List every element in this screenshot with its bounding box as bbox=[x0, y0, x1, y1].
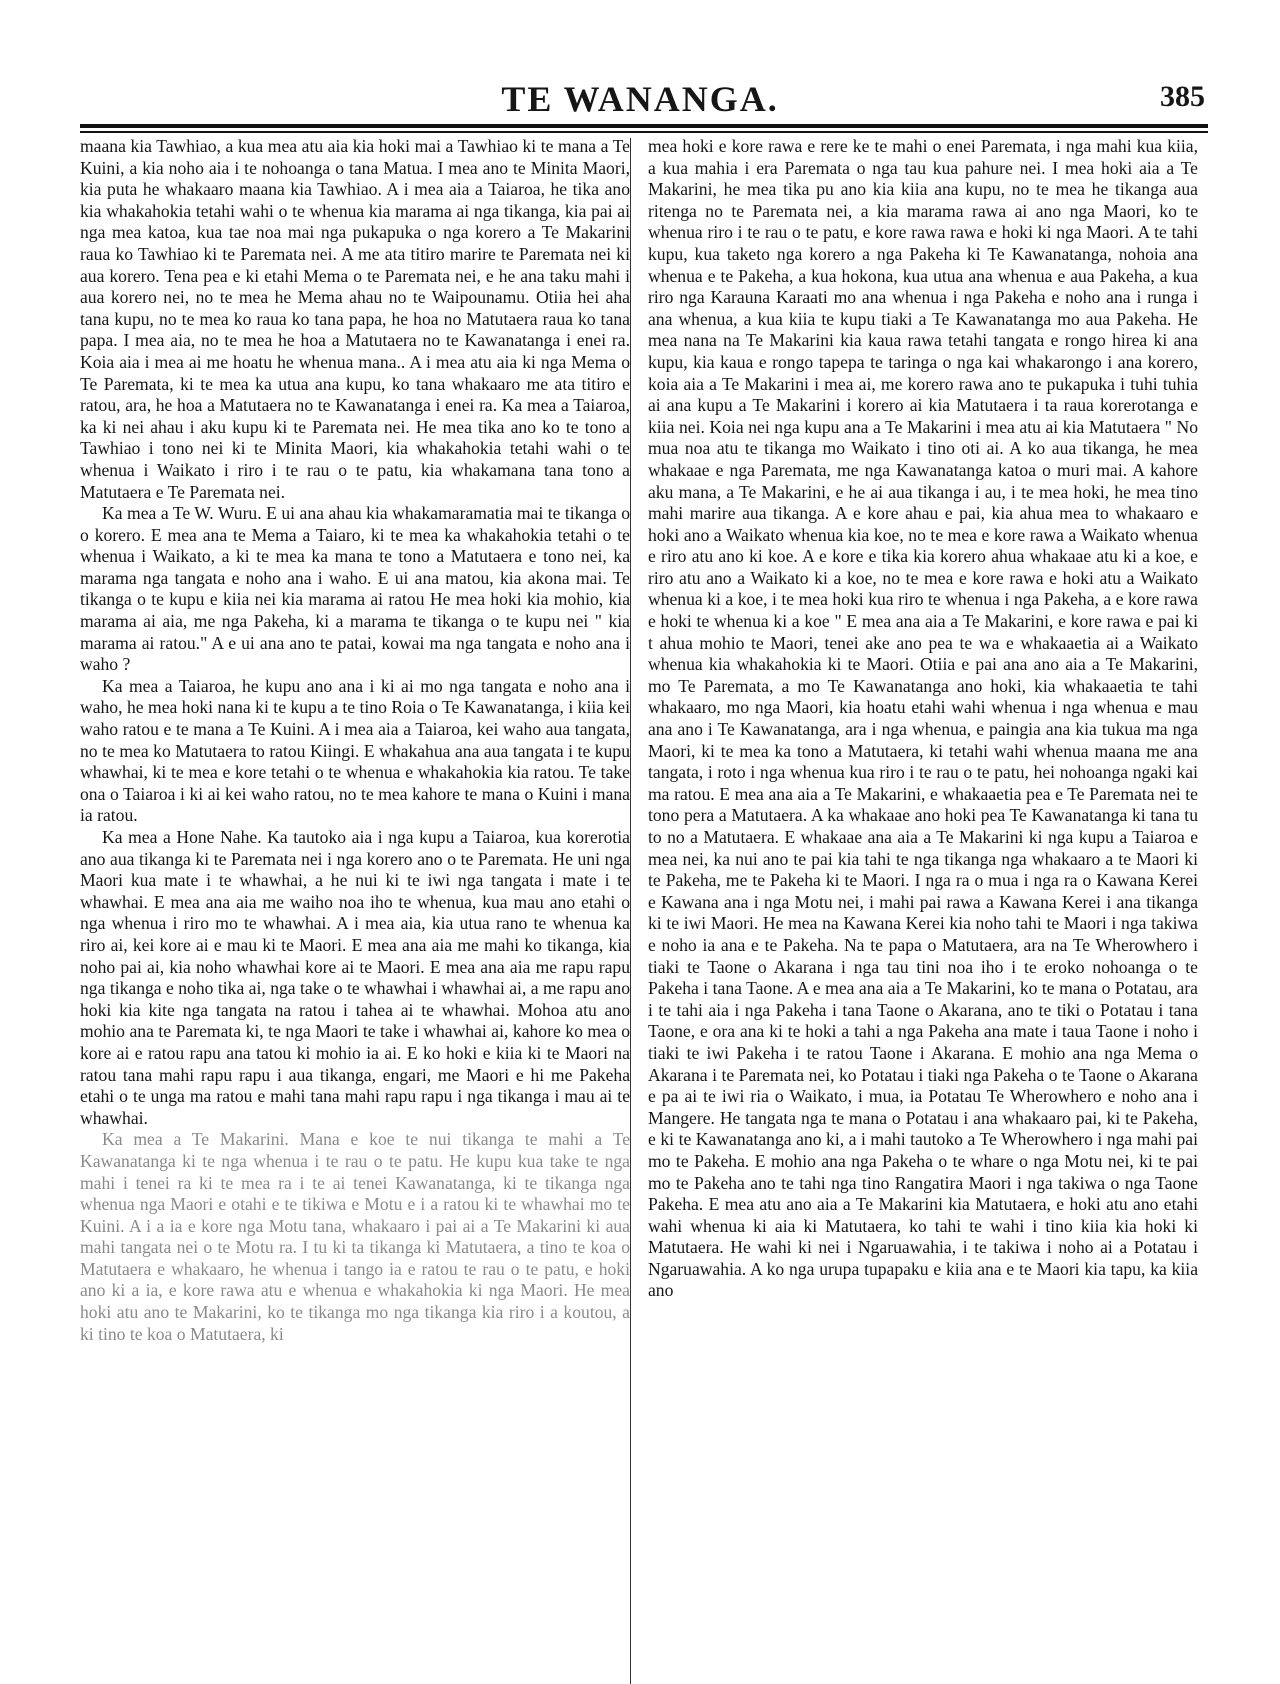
left-paragraph-2: Ka mea a Te W. Wuru. E ui ana ahau kia whakamaramatia mai te tikanga o o korero. E mea ana te Mema a Taiaro, ki te mea ka whakahokia tetahi o te whenua i Waikato, a ki te mea ka mana te tono a Matutaera e tono nei, ka marama nga tangata e noho ana i waho. E ui ana matou, kia akona mai. Te tikanga o te kupu e kiia nei kia marama ai ratou He mea hoki kia mohio, kia marama ai aia, me nga Pakeha, ki a marama te tikanga o te kupu nei " kia marama ai ratou." A e ui ana ano te patai, kowai ma nga tangata e noho ana i waho ? bbox=[80, 503, 630, 675]
right-column bbox=[648, 136, 1198, 1302]
header-rule-thin bbox=[80, 131, 1208, 133]
left-paragraph-5: Ka mea a Te Makarini. Mana e koe te nui tikanga te mahi a Te Kawanatanga ki te nga whenua i te rau o te patu. He kupu kua take te nga mahi i tenei ra ki te mea ra i te ai tenei Kawanatanga, ki te tikanga nga whenua nga Maori e otahi e te tikiwa e Motu e i a ratou ki te whawhai mo te Kuini. A i a ia e kore nga Motu tana, whakaaro i pai ai a Te Makarini ki aua mahi tangata nei o te Motu ra. I tu ki ta tikanga ki Matutaera, a tino te koa o Matutaera e whakaaro, he whenua i tango ia e ratou te rau o te patu, e hoki ano ki a ia, e kore rawa atu e whenua e whakahokia ki nga Maori. He mea hoki atu ano te Makarini, ko te tikanga mo nga tikanga kia riro i a koutou, a ki tino te koa o Matutaera, ki bbox=[80, 1129, 630, 1344]
header-rule-thick bbox=[80, 124, 1208, 128]
left-column bbox=[80, 136, 630, 1345]
left-paragraph-1: maana kia Tawhiao, a kua mea atu aia kia hoki mai a Tawhiao ki te mana a Te Kuini, a kia noho aia i te nohoanga o tana Matua. I mea ano te Minita Maori, kia puta he whakaaro maana kia Tawhiao. A i mea aia a Taiaroa, he tika ano kia whakahokia tetahi wahi o te whenua kia marama ai nga tikanga, kia pai ai nga mea katoa, kua tae noa mai nga pukapuka o nga korero a Te Makarini raua ko Tawhiao ki te Paremata nei. A me ata titiro marire te Paremata nei ki aua korero. Tena pea e ki etahi Mema o te Paremata nei, e he ana taku mahi i aua korero nei, no te mea he Mema ahau no te Waipounamu. Otiia hei aha tana kupu, no te mea ko raua ko tana papa, he hoa no Matutaera raua ko tana papa. I mea aia, no te mea he hoa a Matutaera no te Kawanatanga i enei ra. Koia aia i mea ai me hoatu he whenua mana.. A i mea atu aia ki nga Mema o Te Paremata, ki te mea ka utua ana kupu, ko tana whakaaro me ata titiro e ratou, ara, he hoa a Matutaera no te Kawanatanga i enei ra. Ka mea a Taiaroa, ka ki nei ahau i aku kupu ki te Paremata nei. He mea tika ano ko te tono a Tawhiao i tono nei ki te Minita Maori, kia whakahokia tetahi wahi o te whenua i Waikato i riro i te rau o te patu, kia whakamana tana tono a Matutaera e Te Paremata nei. bbox=[80, 136, 630, 502]
left-paragraph-3: Ka mea a Taiaroa, he kupu ano ana i ki ai mo nga tangata e noho ana i waho, he mea hoki nana ki te kupu a te tino Roia o Te Kawanatanga, i kiia kei waho ratou e te mana a Te Kuini. A i mea aia a Taiaroa, kei waho aua tangata, no te mea ko Matutaera to ratou Kiingi. E whakahua ana aua tangata i te kupu whawhai, ki te mea e kore tetahi o te whenua e whakahokia kia ratou. Te take ona o Taiaroa i ki ai kei waho ratou, no te mea kahore te mana o Kuini i mana ia ratou. bbox=[80, 675, 630, 826]
left-paragraph-4: Ka mea a Hone Nahe. Ka tautoko aia i nga kupu a Taiaroa, kua korerotia ano aua tikanga ki te Paremata nei i nga korero ano o te Paremata. He uni nga Maori kua mate i te whawhai, a he nui ki te iwi nga tangata i mate i te whawhai. E mea ana aia me waiho noa iho te whenua, kua mau ano etahi o nga whenua i riro mo te whawhai. A i mea aia, kia utua rano te whenua ka riro ai, kei kore ai e mau ki te Maori. E mea ana aia me mahi ko tikanga, kia noho pai ai, kia noho whawhai kore ai te Maori. E mea ana aia me rapu rapu nga tikanga e noho tika ai, nga take o te whawhai i whawhai ai, a me rapu ano hoki kia kite nga tangata na ratou i tahea ai te whawhai. Mohoa atu ano mohio ana te Paremata ki, te nga Maori te take i whawhai ai, kahore ko mea o kore ai e ratou rapu ana tatou ki mohio ia ai. E ko hoki e kiia ki te Maori na ratou tana mahi rapu rapu i aua tikanga, engari, me Maori e hi me Pakeha etahi o te unga ma ratou e mahi tana mahi rapu rapu i nga tikanga i mau ai te whawhai. bbox=[80, 827, 630, 1128]
running-title: TE WANANGA. bbox=[501, 79, 779, 119]
right-paragraph-1: mea hoki e kore rawa e rere ke te mahi o enei Paremata, i nga mahi kua kiia, a kua mahia i era Paremata o nga tau kua pahure nei. I mea hoki aia a Te Makarini, he mea tika pu ano kia kiia ana kupu, no te mea he tikanga aua ritenga no te Paremata nei, a kia marama rawa ai ano nga Maori, ko te whenua riro i te rau o te patu, e kore rawa rawa e hoki ki nga Maori. A te tahi kupu, kua taketo nga korero a nga Pakeha ki Te Kawanatanga, nohoia ana whenua e te Pakeha, a kua hokona, kua utua ana whenua e aua Pakeha, a kua riro nga Karauna Karaati mo ana whenua i nga Pakeha e noho ana i runga i ana whenua, a kua kiia te kupu tiaki a Te Kawanatanga mo aua Pakeha. He mea nana na Te Makarini kia kaua rawa tetahi tangata e rongo hirea ki ana kupu, kia kaua e rongo tapepa te taringa o nga kai whakarongo i ana korero, koia aia a Te Makarini i mea ai, me korero rawa ano te pukapuka i tuhi tuhia ai ana kupu a Te Makarini i korero ai kia Matutaera i ta raua korerotanga e kiia nei. Koia nei nga kupu ana a Te Makarini i mea atu ai kia Matutaera " No mua noa atu te tikanga mo Waikato i tino oti ai. A ko aua tikanga, he mea whakaae e nga Paremata, me nga Kawanatanga katoa o muri mai. A kahore aku mana, a Te Makarini, e he ai aua tikanga i au, i te mea hoki, he mea tino mahi marire aua tikanga. A e kore ahau e pai, kia ahua mea to whakaaro e hoki ano a Waikato whenua kia koe, no te mea e kore rawa a Waikato whenua e riro atu ano ki koe. A e kore e tika kia korero ahua whakaae atu ki a koe, e riro atu ano a Waikato ki a koe, no te mea e kore rawa e hoki atu a Waikato whenua ki a koe, i te mea hoki kua riro te whenua i nga Pakeha, a e kore rawa e hoki te whenua ki a koe " E mea ana aia a Te Makarini, e kore rawa e pai ki t ahua mohio te Maori, tenei ake ano pea te wa e whakaaetia ai a Waikato whenua kia whakahokia ki te Maori. Otiia e pai ana ano aia a Te Makarini, mo Te Paremata, a mo Te Kawanatanga ano hoki, kia whakaaetia te tahi whakaaro, mo nga Maori, kia hoatu etahi wahi whenua i nga whenua e mau ana ano i Te Kawanatanga, ara i nga whenua, e paingia ana kia tukua ma nga Maori, ki te mea ka tono a Matutaera, ki tetahi wahi whenua maana me ana tangata, i roto i nga whenua kua riro i te rau o te patu, hei nohoanga ngaki kai ma ratou. E mea ana aia a Te Makarini, e whakaaetia pea e Te Paremata nei te tono pera a Matutaera. A ka whakaae ano hoki pea Te Kawanatanga ki tana tu to no a Matutaera. E whakaae ana aia a Te Makarini ki nga kupu a Taiaroa e mea nei, ka nui ano te pai kia tahi te nga tikanga nga whakaaro a te Maori ki te Pakeha, me te Pakeha ki te Maori. I nga ra o mua i nga ra o Kawana Kerei e Kawana ana i nga Motu nei, i mahi pai rawa a Kawana Kerei i ana tikanga ki te iwi Maori. He mea na Kawana Kerei kia noho tahi te Maori i nga takiwa e noho ia ana e te Pakeha. Na te papa o Matutaera, ara na Te Wherowhero i tiaki te Taone o Akarana i nga tau tini noa iho i te eroko nohoanga o te Pakeha i tana Taone. A e mea ana aia a Te Makarini, ko te mana o Potatau, ara i te tahi aia i nga Pakeha i tana Taone o Akarana, ano te tiki o Potatau i tana Taone, e ora ana ki te hoki a tahi a nga Pakeha ana mate i taua Taone i noho i tiaki te iwi Pakeha i te ratou Taone i Akarana. E mohio ana nga Mema o Akarana i te Paremata nei, ko Potatau i tiaki nga Pakeha o te Taone o Akarana e pa ai te iwi ria o Waikato, i mua, ia Potatau Te Wherowhero e noho ana i Mangere. He tangata nga te mana o Potatau i ana whakaaro pai, ki te Pakeha, e ki te Kawanatanga ano ki, a i mahi tautoko a Te Wherowhero i nga mahi pai mo te Pakeha. E mohio ana nga Pakeha o te whare o nga Motu nei, ki te pai mo te Pakeha ano te tahi nga tino Rangatira Maori i nga takiwa o nga Taone Pakeha. E mea atu ano aia a Te Makarini kia Matutaera, e hoki atu ano etahi wahi whenua ki aia ki Matutaera, ko tahi te wahi i tino kiia kia hoki ki Matutaera. He wahi ki nei i Ngaruawahia, i te takiwa i noho ai a Potatau i Ngaruawahia. A ko nga urupa tupapaku e kiia ana e te Maori kia tapu, ka kiia ano bbox=[648, 136, 1198, 1301]
page-number: 385 bbox=[1160, 80, 1205, 113]
column-divider bbox=[630, 138, 631, 1684]
